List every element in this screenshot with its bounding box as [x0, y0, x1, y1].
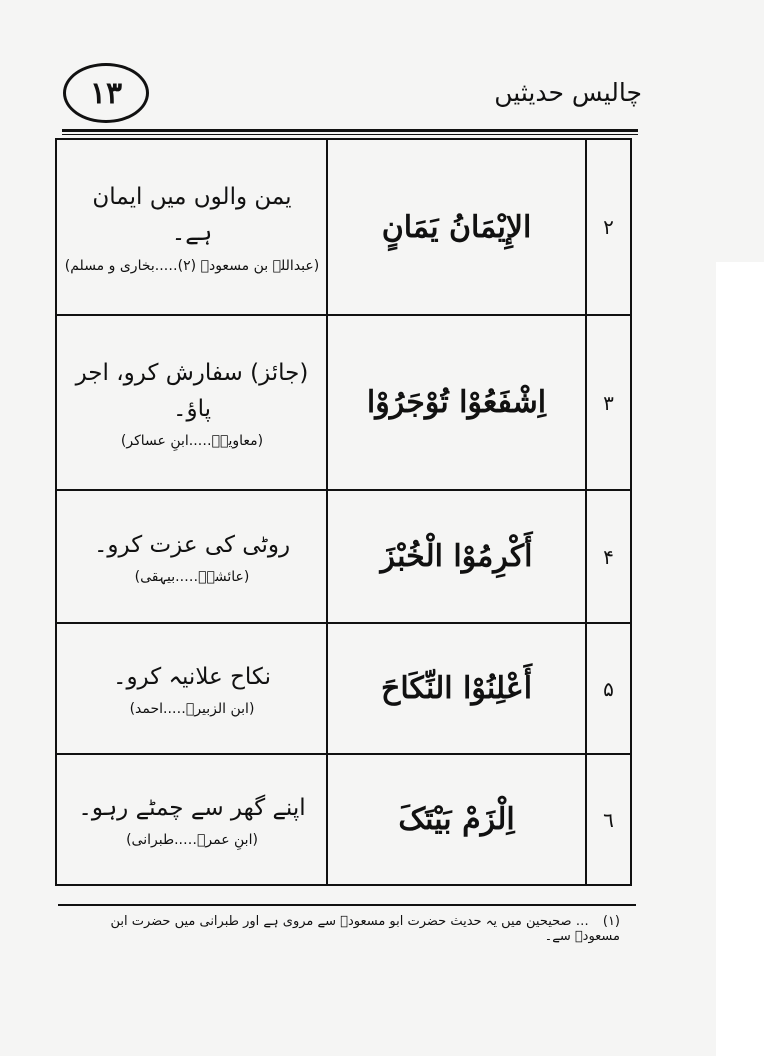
footnote	[100, 914, 620, 944]
hadith-table	[55, 138, 632, 886]
reference: (معاویہؓ…..ابنِ عساکر)	[120, 433, 264, 450]
running-title: چالیس حدیثیں	[494, 78, 642, 107]
reference: (عبداللہ بن مسعودؓ (۲)…..بخاری و مسلم)	[64, 257, 320, 274]
meaning-text: یمن والوں میں ایمان ہے۔	[92, 184, 292, 246]
reference: (ابنِ عمرؓ…..طبرانی)	[126, 832, 258, 849]
arabic-text: أَعْلِنُوْا النِّکَاحَ	[380, 671, 533, 706]
footnote-rule	[58, 904, 636, 906]
meaning-cell	[63, 140, 321, 314]
header-rule-thin	[62, 134, 638, 135]
scan-edge	[716, 262, 764, 1056]
arabic-text: أَکْرِمُوْا الْخُبْزَ	[380, 539, 533, 574]
table-row	[57, 140, 630, 316]
arabic-text: الإِیْمَانُ یَمَانٍ	[381, 209, 532, 245]
table-row	[57, 624, 630, 755]
table-row	[57, 755, 630, 884]
arabic-text: اِلْزَمْ بَیْتَکَ	[398, 802, 515, 837]
row-number: ٦	[603, 807, 614, 832]
table-row	[57, 316, 630, 491]
arabic-text: اِشْفَعُوْا تُوْجَرُوْا	[366, 385, 547, 420]
meaning-cell	[63, 755, 321, 884]
page-number-oval	[63, 63, 149, 123]
meaning-cell	[63, 491, 321, 622]
reference: (عائشہؓ…..بیہقی)	[134, 569, 250, 586]
meaning-cell	[63, 624, 321, 753]
meaning-text: روٹی کی عزت کرو۔	[93, 531, 291, 558]
meaning-text: نکاح علانیہ کرو۔	[112, 663, 272, 690]
row-number: ۵	[603, 676, 614, 701]
header-rule	[62, 129, 638, 132]
footnote-text: … صحیحین میں یہ حدیث حضرت ابو مسعودؓ سے مروی ہے اور طبرانی میں حضرت ابن مسعودؓ سے۔	[110, 914, 620, 944]
meaning-cell	[63, 316, 321, 489]
table-row	[57, 491, 630, 624]
row-number: ۲	[603, 215, 614, 239]
meaning-text: (جائز) سفارش کرو، اجر پاؤ۔	[75, 359, 309, 422]
footnote-mark: (۱)	[602, 914, 620, 929]
page-number: ۱۳	[89, 75, 123, 111]
meaning-text: اپنے گھر سے چمٹے رہو۔	[78, 794, 306, 821]
reference: (ابن الزبیرؓ…..احمد)	[129, 701, 255, 718]
row-number: ۴	[603, 544, 614, 569]
row-number: ۳	[603, 390, 614, 415]
